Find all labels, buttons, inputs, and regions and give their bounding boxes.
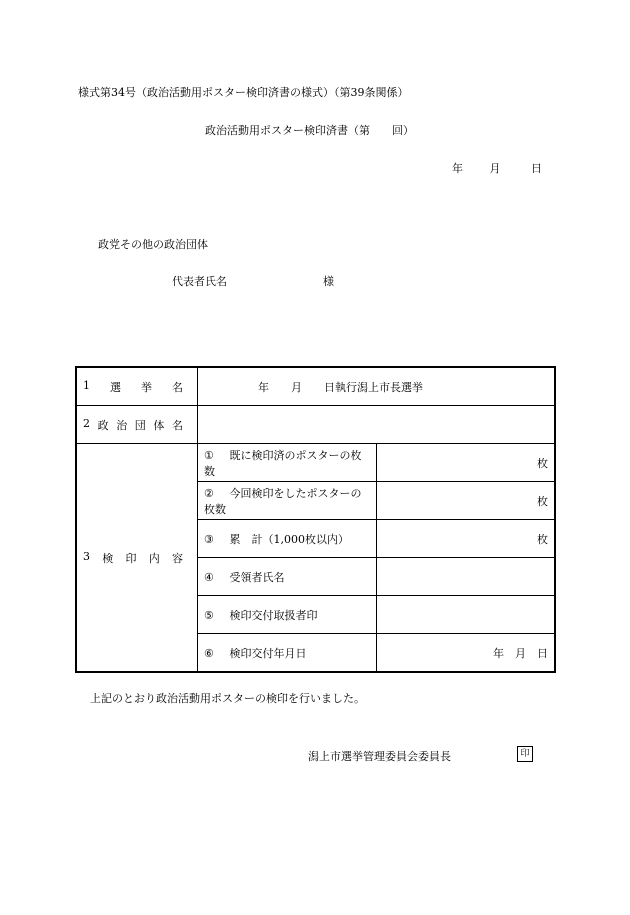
form-number: 様式第34号（政治活動用ポスター検印済書の様式）（第39条関係）: [78, 86, 409, 99]
item-value[interactable]: [376, 558, 555, 596]
label-char: 容: [172, 551, 183, 565]
label-char: 名: [172, 380, 183, 394]
item-label: [198, 482, 377, 520]
label-char: 挙: [141, 380, 152, 394]
representative-label: 代表者氏名: [172, 275, 227, 288]
item-text: 既に検印済のポスターの枚数: [204, 448, 362, 478]
date-month: 月: [489, 162, 501, 175]
label-char: 名: [171, 418, 183, 432]
honorific: 様: [323, 275, 334, 288]
org-name-value[interactable]: [198, 406, 556, 444]
inspection-table: [75, 366, 556, 673]
item-value[interactable]: 枚: [376, 482, 555, 520]
item-mark: ①: [204, 448, 214, 462]
item-text: 検印交付年月日: [229, 646, 307, 660]
org-name-label: [76, 406, 198, 444]
date-day: 日: [531, 162, 542, 175]
label-char: 体: [153, 418, 165, 432]
label-char: 団: [134, 418, 146, 432]
addressee-org: 政党その他の政治団体: [98, 238, 208, 251]
election-name-label: [76, 367, 198, 406]
row-num: 1: [83, 378, 90, 392]
seal-mark: 印: [517, 746, 533, 762]
date-line: [452, 160, 542, 176]
item-mark: ③: [204, 532, 214, 546]
label-char: 印: [125, 551, 137, 565]
item-mark: ④: [204, 570, 214, 584]
label-char: 内: [148, 551, 160, 565]
item-value[interactable]: 枚: [376, 444, 555, 482]
inspection-content-label: [76, 444, 198, 673]
item-label: [198, 520, 377, 558]
table-row-org: [76, 406, 555, 444]
row-num: 2: [83, 416, 90, 430]
item-mark: ⑥: [204, 646, 214, 660]
item-mark: ⑤: [204, 608, 214, 622]
item-value[interactable]: 年 月 日: [376, 634, 555, 673]
label-char: 治: [116, 418, 128, 432]
row-num: 3: [83, 549, 90, 563]
item-value[interactable]: [376, 596, 555, 634]
label-char: 政: [97, 418, 109, 432]
closing-note: 上記のとおり政治活動用ポスターの検印を行いました。: [90, 692, 365, 705]
item-label: [198, 634, 377, 673]
item-text: 受領者氏名: [229, 570, 285, 584]
item-text: 累 計（1,000枚以内）: [229, 532, 349, 546]
label-char: 検: [102, 551, 114, 565]
item-value[interactable]: 枚: [376, 520, 555, 558]
label-char: 選: [110, 380, 121, 394]
issuer-title: 潟上市選挙管理委員会委員長: [308, 750, 451, 763]
item-label: [198, 558, 377, 596]
item-text: 検印交付取扱者印: [229, 608, 318, 622]
item-text: 今回検印をしたポスターの枚数: [204, 486, 362, 516]
item-mark: ②: [204, 486, 214, 500]
document-title: 政治活動用ポスター検印済書（第 回）: [205, 124, 414, 137]
item-label: [198, 596, 377, 634]
item-label: [198, 444, 377, 482]
election-name-value: 年 月 日執行潟上市長選挙: [198, 367, 556, 406]
table-row-election: [76, 367, 555, 406]
addressee-rep: [172, 273, 334, 289]
date-year: 年: [452, 162, 463, 175]
table-row: [76, 444, 555, 482]
